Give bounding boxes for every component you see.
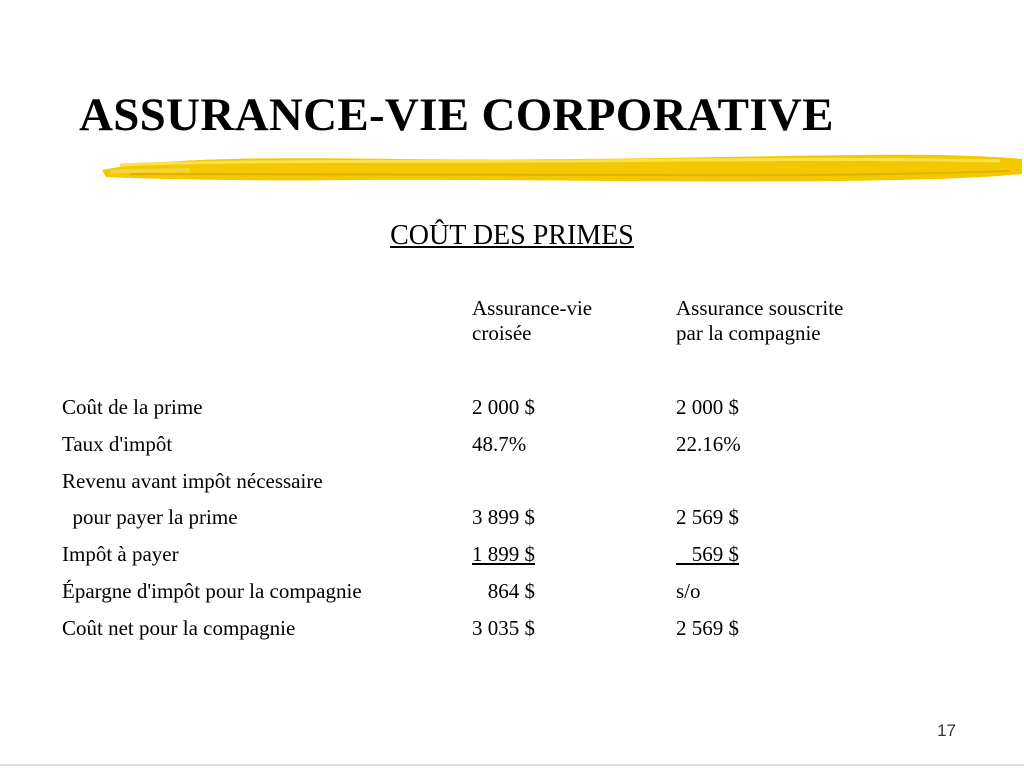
- cross-life-value: 3 035 $: [472, 616, 535, 640]
- row-label: Taux d'impôt: [62, 432, 173, 456]
- table-row: [62, 542, 962, 568]
- company-policy-value: 22.16%: [676, 432, 741, 456]
- table-row: [62, 505, 962, 531]
- slide-title: ASSURANCE-VIE CORPORATIVE: [79, 89, 834, 141]
- company-policy-value: 569 $: [676, 542, 739, 566]
- company-policy-value: 2 000 $: [676, 395, 739, 419]
- table-row: [62, 395, 962, 421]
- row-label: pour payer la prime: [62, 505, 238, 529]
- column-header-line: croisée: [472, 321, 532, 345]
- cross-life-value: 3 899 $: [472, 505, 535, 529]
- company-policy-value: s/o: [676, 579, 701, 603]
- cross-life-value: 2 000 $: [472, 395, 535, 419]
- cross-life-value: 864 $: [472, 579, 535, 603]
- footer-divider: [0, 764, 1024, 766]
- row-label: Revenu avant impôt nécessaire: [62, 469, 323, 493]
- column-header-line: Assurance souscrite: [676, 296, 844, 320]
- table-row: [62, 432, 962, 458]
- column-header-line: par la compagnie: [676, 321, 821, 345]
- table-row: [62, 579, 962, 605]
- table-row: [62, 469, 962, 495]
- column-header-line: Assurance-vie: [472, 296, 593, 320]
- company-policy-value: 2 569 $: [676, 505, 739, 529]
- table-row: [62, 616, 962, 642]
- page-number: 17: [937, 721, 956, 740]
- highlighter-stroke: [100, 150, 1024, 186]
- column-header-cross-life: [472, 296, 592, 346]
- cross-life-value: 48.7%: [472, 432, 527, 456]
- column-header-company-policy: [676, 296, 843, 346]
- cross-life-value: 1 899 $: [472, 542, 535, 566]
- row-label: Coût de la prime: [62, 395, 203, 419]
- row-label: Coût net pour la compagnie: [62, 616, 296, 640]
- row-label: Impôt à payer: [62, 542, 179, 566]
- row-label: Épargne d'impôt pour la compagnie: [62, 579, 362, 603]
- company-policy-value: 2 569 $: [676, 616, 739, 640]
- section-subtitle: COÛT DES PRIMES: [390, 220, 634, 251]
